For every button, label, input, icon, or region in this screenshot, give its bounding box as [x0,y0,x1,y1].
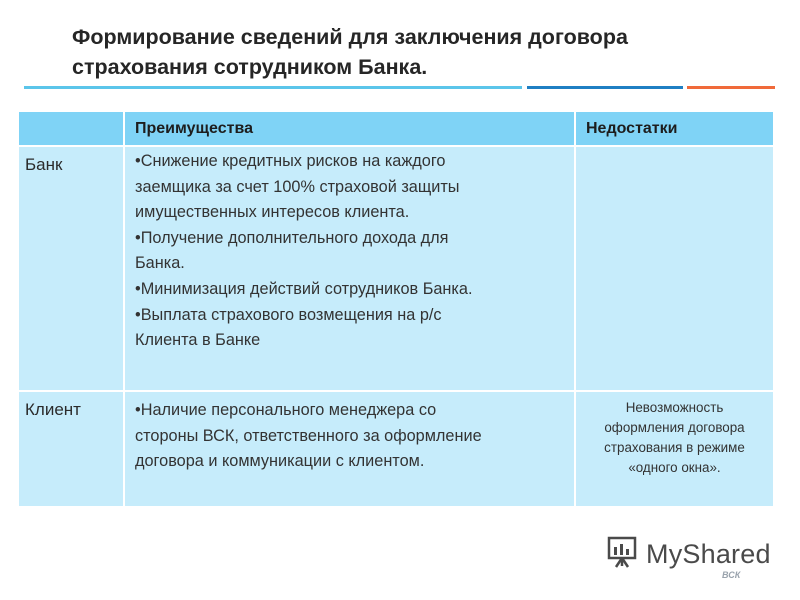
client-disadvantage-line: «одного окна». [628,460,721,475]
vsk-brand-mark: ВСК [722,570,741,580]
bank-advantage-line: •Снижение кредитных рисков на каждого [135,152,446,170]
bank-advantage-line: Клиента в Банке [135,331,261,350]
bank-advantage-line: имущественных интересов клиента. [135,203,410,222]
client-disadvantages [576,392,773,506]
divider-orange [687,86,775,89]
row-label-bank: Банк [19,147,123,390]
bank-advantage-line: •Выплата страхового возмещения на р/с [135,305,442,324]
myshared-logo-text: MyShared [646,538,771,569]
client-advantage-line: стороны ВСК, ответственного за оформление [135,426,482,445]
client-advantage-line: договора и коммуникации с клиентом. [135,452,425,471]
client-disadvantage-line: оформления договора [604,420,745,435]
slide-title-line-2: страхования сотрудником Банка. [72,55,428,79]
bank-advantage-line: Банка. [135,254,185,273]
bank-advantage-line: •Минимизация действий сотрудников Банка. [135,279,473,298]
slide-title [72,22,762,82]
client-advantages [125,392,574,506]
comparison-table [19,112,773,506]
row-label-client: Клиент [19,392,123,506]
divider-dark-blue [527,86,683,89]
myshared-logo[interactable] [606,536,771,572]
bank-advantage-line: •Получение дополнительного дохода для [135,228,449,247]
divider-light-blue [24,86,522,89]
header-advantages: Преимущества [125,112,574,145]
presentation-board-icon [606,535,640,574]
header-empty-cell [19,112,123,145]
slide-title-line-1: Формирование сведений для заключения договора [72,25,628,49]
bank-advantage-line: заемщика за счет 100% страховой защиты [135,177,460,196]
client-disadvantage-line: страхования в режиме [604,440,745,455]
bank-advantages [125,147,574,390]
header-disadvantages: Недостатки [576,112,773,145]
bank-disadvantages [576,147,773,390]
client-disadvantage-line: Невозможность [625,400,724,415]
client-advantage-line: •Наличие персонального менеджера со [135,401,437,419]
